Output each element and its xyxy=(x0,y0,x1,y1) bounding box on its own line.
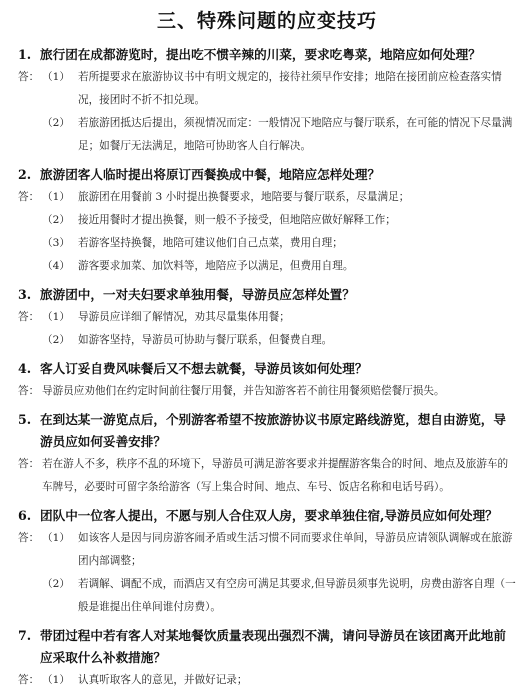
answer-body xyxy=(42,453,516,499)
answer-item-text: 游客要求加菜、加饮料等，地陪应予以满足，但费用自理。 xyxy=(78,260,354,272)
answer-label-spacer xyxy=(18,232,42,255)
question-number: 2. xyxy=(18,167,32,182)
answer-item xyxy=(42,232,516,255)
answer-block xyxy=(18,453,516,499)
answer-row xyxy=(18,232,516,255)
question-heading xyxy=(18,625,516,669)
answer-item xyxy=(42,669,516,692)
answer-item-number: （2） xyxy=(42,214,70,226)
answer-row xyxy=(18,306,516,329)
answer-item-text: 若调解、调配不成，而酒店又有空房可满足其要求,但导游员须事先说明，房费由游客自理（一般是谁提出住单间谁付房费）。 xyxy=(78,578,516,613)
answer-row xyxy=(18,209,516,232)
answer-body xyxy=(42,255,516,278)
answer-label-spacer xyxy=(18,112,42,158)
question-text: 旅游团中，一对夫妇要求单独用餐，导游员应怎样处置？ xyxy=(40,287,355,302)
answer-label: 答： xyxy=(18,532,40,544)
answer-body xyxy=(42,112,516,158)
answer-body xyxy=(42,209,516,232)
question-number: 6. xyxy=(18,508,32,523)
answer-body xyxy=(42,186,516,209)
answer-block xyxy=(18,66,516,158)
answer-label: 答： xyxy=(18,71,40,83)
answer-row xyxy=(18,186,516,209)
question-number: 3. xyxy=(18,287,32,302)
question-heading xyxy=(18,358,516,380)
answer-row xyxy=(18,669,516,692)
page-title: 三、特殊问题的应变技巧 xyxy=(156,10,377,32)
answer-item-text: 若所提要求在旅游协议书中有明文规定的，接待社须早作安排；地陪在接团前应检查落实情况，接团时不折不扣兑现。 xyxy=(78,71,502,106)
answer-body xyxy=(42,573,516,619)
question-number: 7. xyxy=(18,628,32,643)
answer-item-number: （1） xyxy=(42,191,70,203)
answer-item-text: 旅游团在用餐前 3 小时提出换餐要求，地陪要与餐厅联系，尽量满足； xyxy=(78,191,410,203)
answer-label: 答： xyxy=(18,311,40,323)
answer-label: 答： xyxy=(18,385,40,397)
answer-body xyxy=(42,669,516,692)
answer-row xyxy=(18,380,516,403)
answer-label: 答： xyxy=(18,458,40,470)
answer-text: 若在游人不多，秩序不乱的环境下，导游员可满足游客要求并提醒游客集合的时间、地点及旅游车的车牌号，必要时可留字条给游客（写上集合时间、地点、车号、饭店名称和电话号码）。 xyxy=(42,458,509,493)
answer-block xyxy=(18,669,516,692)
answer-body xyxy=(42,66,516,112)
answer-row xyxy=(18,527,516,573)
answer-item xyxy=(42,527,516,573)
answer-row xyxy=(18,329,516,352)
answer-item-text: 导游员应详细了解情况，劝其尽量集体用餐； xyxy=(78,311,290,323)
answer-item-number: （1） xyxy=(42,532,70,544)
answer-body xyxy=(42,306,516,329)
answer-item xyxy=(42,306,516,329)
answer-item xyxy=(42,66,516,112)
answer-item-number: （1） xyxy=(42,311,70,323)
answer-item-number: （2） xyxy=(42,578,70,590)
answer-body xyxy=(42,527,516,573)
answer-item-text: 认真听取客人的意见，并做好记录； xyxy=(78,674,248,686)
answer-item-number: （4） xyxy=(42,260,70,272)
qa-list xyxy=(18,44,516,692)
question-text: 旅行团在成都游览时，提出吃不惯辛辣的川菜，要求吃粤菜，地陪应如何处理？ xyxy=(40,47,481,62)
answer-body xyxy=(42,380,516,403)
answer-item-text: 如该客人是因与同房游客闹矛盾或生活习惯不同而要求住单间，导游员应请领队调解或在旅游团内部调整； xyxy=(78,532,513,567)
answer-block xyxy=(18,306,516,352)
question-number: 4. xyxy=(18,361,32,376)
answer-item-number: （2） xyxy=(42,117,70,129)
question-heading xyxy=(18,505,516,527)
answer-text: 导游员应劝他们在约定时间前往餐厅用餐，并告知游客若不前往用餐须赔偿餐厅损失。 xyxy=(42,385,445,397)
answer-item xyxy=(42,573,516,619)
question-heading xyxy=(18,164,516,186)
question-text: 客人订妥自费风味餐后又不想去就餐，导游员该如何处理？ xyxy=(40,361,368,376)
answer-item xyxy=(42,186,516,209)
answer-label: 答： xyxy=(18,191,40,203)
answer-item xyxy=(42,209,516,232)
answer-item-number: （1） xyxy=(42,674,70,686)
answer-row xyxy=(18,573,516,619)
question-text: 带团过程中若有客人对某地餐饮质量表现出强烈不满，请问导游员在该团离开此地前应采取什么补救措施？ xyxy=(40,628,506,665)
question-heading xyxy=(18,409,516,453)
answer-item-text: 若旅游团抵达后提出，须视情况而定：一般情况下地陪应与餐厅联系，在可能的情况下尽量满足；如餐厅无法满足，地陪可协助客人自行解决。 xyxy=(78,117,513,152)
answer-label-spacer xyxy=(18,573,42,619)
answer-item-number: （3） xyxy=(42,237,70,249)
answer-label-spacer xyxy=(18,329,42,352)
question-text: 在到达某一游览点后，个别游客希望不按旅游协议书原定路线游览，想自由游览，导游员应如何妥善安排？ xyxy=(40,412,506,449)
answer-block xyxy=(18,527,516,619)
answer-block xyxy=(18,380,516,403)
answer-body xyxy=(42,329,516,352)
answer-label: 答： xyxy=(18,674,40,686)
answer-block xyxy=(18,186,516,278)
question-heading xyxy=(18,284,516,306)
answer-row xyxy=(18,453,516,499)
answer-item xyxy=(42,255,516,278)
answer-item xyxy=(42,329,516,352)
answer-row xyxy=(18,66,516,112)
answer-row xyxy=(18,112,516,158)
question-number: 5. xyxy=(18,412,32,427)
question-text: 团队中一位客人提出，不愿与别人合住双人房，要求单独住宿,导游员应如何处理？ xyxy=(40,508,498,523)
answer-item-number: （1） xyxy=(42,71,70,83)
answer-body xyxy=(42,232,516,255)
answer-item-text: 如游客坚持，导游员可协助与餐厅联系，但餐费自理。 xyxy=(78,334,333,346)
answer-label-spacer xyxy=(18,255,42,278)
question-text: 旅游团客人临时提出将原订西餐换成中餐，地陪应怎样处理？ xyxy=(40,167,381,182)
answer-row xyxy=(18,255,516,278)
question-heading xyxy=(18,44,516,66)
answer-item-text: 接近用餐时才提出换餐，则一般不予接受，但地陪应做好解释工作； xyxy=(78,214,396,226)
answer-item-text: 若游客坚持换餐，地陪可建议他们自己点菜，费用自理； xyxy=(78,237,343,249)
answer-label-spacer xyxy=(18,209,42,232)
answer-item xyxy=(42,112,516,158)
answer-item-number: （2） xyxy=(42,334,70,346)
question-number: 1. xyxy=(18,47,32,62)
